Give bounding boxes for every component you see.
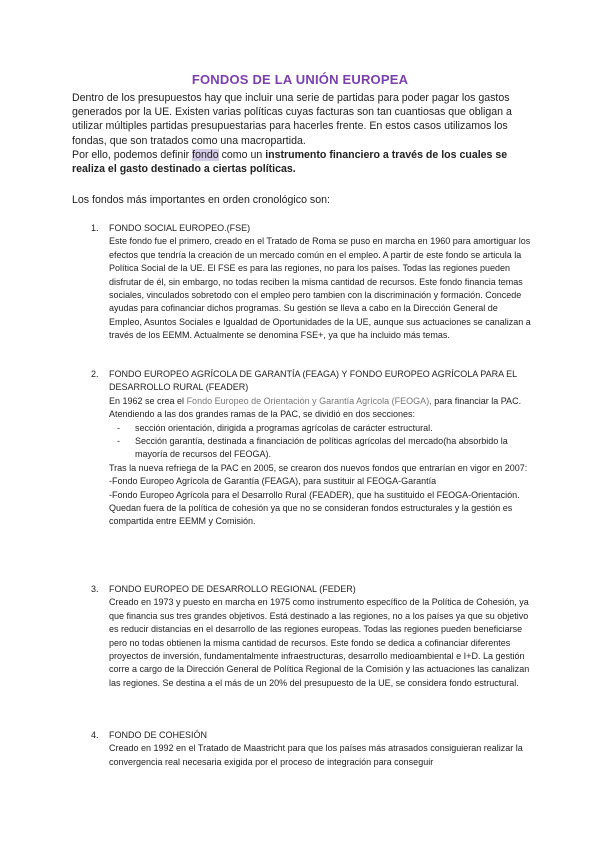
- item-heading: FONDO DE COHESIÓN: [109, 730, 208, 740]
- item-heading: FONDO EUROPEO DE DESARROLLO REGIONAL (FEDER): [109, 584, 356, 594]
- feoga-name: Fondo Europeo de Orientación y Garantía Agrícola (FEOGA),: [186, 395, 432, 406]
- sub-item-text: sección orientación, dirigida a programas agrícolas de carácter estructural.: [135, 422, 433, 433]
- intro-p2-mid: como un: [218, 148, 266, 161]
- item-body-paragraph: [109, 395, 531, 422]
- item-body: Creado en 1992 en el Tratado de Maastricht para que los países más atrasados consiguieran realizar la convergencia real necesaria exigida por el proceso de integración para conseguir: [109, 743, 523, 767]
- intro-definition: instrumento financiero a través de los cuales se realiza el gasto destinado a ciertas políticas.: [72, 148, 508, 176]
- item-number: 3.: [91, 584, 99, 594]
- list-item-cohesion: [91, 729, 531, 769]
- item-number: 1.: [91, 223, 99, 233]
- intro-paragraph-1: Dentro de los presupuestos hay que incluir una serie de partidas para poder pagar los gastos generados por la UE. Existen varias políticas cuyas facturas son tan cuantiosas que obligan a utilizar múltiples partidas presupuestarias para hacerles frente. En estos casos utilizamos los fondas, que son tratados como una macropartida.: [72, 92, 512, 147]
- item-body-paragraph: Tras la nueva refriega de la PAC en 2005, se crearon dos nuevos fondos que entrarían en vigor en 2007:: [109, 462, 528, 473]
- text-span: para financiar la PAC. Atendiendo a las dos grandes ramas de la PAC, se dividió en dos secciones:: [109, 395, 522, 420]
- item-body-paragraph: Quedan fuera de la política de cohesión ya que no se consideran fondos estructurales y la gestión es compartida entre EEMM y Comisión.: [109, 503, 513, 527]
- list-lead: Los fondos más importantes en orden cronológico son:: [72, 194, 330, 206]
- item-heading: FONDO EUROPEO AGRÍCOLA DE GARANTÍA (FEAGA) Y FONDO EUROPEO AGRÍCOLA PARA EL DESARROLLO RURAL (FEADER): [109, 369, 517, 393]
- sub-item-text: Sección garantía, destinada a financiación de políticas agrícolas del mercado(ha absorbido la mayoría de recursos del FEOGA).: [135, 436, 508, 460]
- sub-item-orientacion: [109, 422, 531, 435]
- text-span: En 1962 se crea el: [109, 395, 187, 406]
- item-body-more: [109, 462, 531, 529]
- list-item-feaga-feader: [91, 368, 531, 529]
- page-title: FONDOS DE LA UNIÓN EUROPEA: [191, 72, 409, 87]
- item-body-paragraph: -Fondo Europeo Agrícola para el Desarrollo Rural (FEADER), que ha sustituido el FEOGA-Orientación.: [109, 489, 520, 500]
- list-item-fse: [91, 222, 531, 343]
- item-number: 2.: [91, 369, 99, 379]
- item-body-paragraph: -Fondo Europeo Agrícola de Garantía (FEAGA), para sustituir al FEOGA-Garantía: [109, 476, 437, 487]
- item-heading: FONDO SOCIAL EUROPEO.(FSE): [109, 223, 251, 233]
- intro-section: [72, 91, 532, 176]
- item-number: 4.: [91, 730, 99, 740]
- item-body: Este fondo fue el primero, creado en el Tratado de Roma se puso en marcha en 1960 para amortiguar los efectos que tendría la creación de un mercado común en el empleo. A partir de este fondo se articula la Política Social de la UE. El FSE es para las regiones, no para los países. Todas las regiones pueden disfrutar de él, sin embargo, no todas reciben la misma cantidad de recursos. Este fondo financia temas sociales, vinculados sobretodo con el empleo pero tambien con la discriminación y formación. Concede ayudas para cofinanciar dichos programas. Su gestión se lleva a cabo en la Dirección General de Empleo, Asuntos Sociales e Igualdad de Oportunidades de la UE, aunque sus actuaciones se canalizan a través de los EEMM. Actualmente se denomina FSE+, ya que ha incluido más temas.: [109, 236, 531, 341]
- dash-bullet: -: [117, 422, 120, 433]
- intro-p2-start: Por ello, podemos definir: [72, 148, 193, 161]
- dash-bullet: -: [117, 436, 120, 447]
- list-item-feder: [91, 583, 531, 690]
- highlighted-word: fondo: [192, 148, 219, 161]
- intro-paragraph-2: [72, 148, 532, 176]
- item-body: Creado en 1973 y puesto en marcha en 1975 como instrumento específico de la Política de Cohesión, ya que financia sus tres grandes objetivos. Está destinado a las regiones, no a los países ya que su objetivo es reducir distancias en el desarrollo de las regiones europeas. Todas las regiones pueden beneficiarse pero no todas obtienen la misma cantidad de recursos. Este fondo se dedica a cofinanciar diferentes proyectos de inversión, fundamentalmente infraestructuras, desarrollo medioambiental e I+D. La gestión corre a cargo de la Dirección General de Política Regional de la Comisión y las actuaciones las canalizan las regiones. Se destina a el más de un 20% del presupuesto de la UE, se considera fondo estructural.: [109, 597, 530, 688]
- sub-item-garantia: [109, 435, 531, 462]
- item-body: [109, 395, 531, 422]
